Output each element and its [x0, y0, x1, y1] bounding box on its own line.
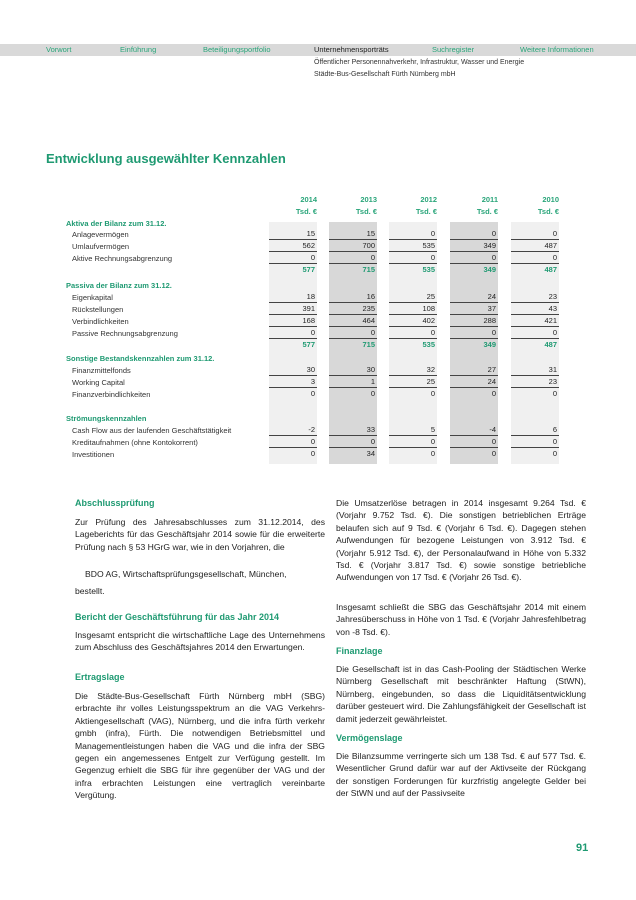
section-label-sonstige: Sonstige Bestandskennzahlen zum 31.12.: [66, 354, 215, 363]
table-cell: 0: [389, 228, 437, 240]
table-total-cell: 577: [302, 265, 315, 274]
table-cell: 0: [389, 327, 437, 339]
row-label: Kreditaufnahmen (ohne Kontokorrent): [72, 438, 198, 447]
paragraph-ertragslage: Die Städte-Bus-Gesellschaft Fürth Nürnberg mbH (SBG) erbrachte ihr volles Leistungsspektrum an die VAG Verkehrs-Aktiengesellschaft (VAG), Nürnberg, und die infra fürth verkehr gmbh (infra), Fürth. Die notwendigen Betriebsmittel und Managementleistungen haben die VAG und die infra der SBG gegen ein angemessenes Entgelt zur Verfügung gestellt. Im Gegenzug erhielt die SBG für ihre gegenüber der VAG und der infra erbrachten Leistungen eine vertraglich vereinbarte Vergütung.: [75, 691, 325, 801]
top-navigation-bar: [0, 44, 636, 56]
table-cell: 0: [450, 327, 498, 339]
table-cell: 288: [450, 315, 498, 327]
row-label: Aktive Rechnungsabgrenzung: [72, 254, 173, 263]
table-cell: 349: [450, 240, 498, 252]
table-cell: 487: [511, 240, 559, 252]
row-label: Anlagevermögen: [72, 230, 129, 239]
heading-vermoegenslage: Vermögenslage: [336, 733, 403, 743]
nav-item-vorwort[interactable]: Vorwort: [46, 45, 72, 54]
table-cell: 0: [269, 252, 317, 264]
table-cell: 421: [511, 315, 559, 327]
row-label: Finanzmittelfonds: [72, 366, 131, 375]
table-cell: 6: [511, 424, 559, 436]
table-total-cell: 715: [362, 340, 375, 349]
year-header: 2012: [420, 195, 437, 204]
page-number: 91: [576, 842, 589, 854]
paragraph-bestellt: bestellt.: [75, 586, 105, 596]
table-cell: 562: [269, 240, 317, 252]
table-cell: 18: [269, 291, 317, 303]
nav-item-weitere-informationen[interactable]: Weitere Informationen: [520, 45, 594, 54]
row-label: Eigenkapital: [72, 293, 113, 302]
row-label: Umlaufvermögen: [72, 242, 130, 251]
table-cell: 43: [511, 303, 559, 315]
paragraph-umsatz: Die Umsatzerlöse betragen in 2014 insgesamt 9.264 Tsd. € (Vorjahr 9.752 Tsd. €). Die sonstigen betrieblichen Erträge belaufen sich auf 9 Tsd. € (Vorjahr 6 Tsd. €). Dagegen stehen Aufwendungen für bezogene Leistungen von 3.912 Tsd. € (Vorjahr 5.912 Tsd. €), der Personalaufwand in Höhe von 5.332 Tsd. € (Vorjahr 3.817 Tsd. €) sowie sonstige betriebliche Aufwendungen von 17 Tsd. € (Vorjahr 26 Tsd. €).: [336, 498, 586, 583]
table-cell: 402: [389, 315, 437, 327]
heading-finanzlage: Finanzlage: [336, 646, 383, 656]
table-cell: 33: [329, 424, 377, 436]
table-cell: 0: [511, 327, 559, 339]
table-cell: 0: [430, 449, 435, 458]
unit-header: Tsd. €: [537, 207, 559, 216]
table-cell: 23: [511, 376, 559, 388]
table-cell: 535: [389, 240, 437, 252]
table-cell: 5: [389, 424, 437, 436]
year-header: 2011: [481, 195, 498, 204]
nav-item-einfuehrung[interactable]: Einführung: [120, 45, 157, 54]
table-total-cell: 349: [483, 340, 496, 349]
table-cell: 0: [310, 449, 315, 458]
table-cell: 16: [329, 291, 377, 303]
row-label: Passive Rechnungsabgrenzung: [72, 329, 178, 338]
table-cell: 24: [450, 291, 498, 303]
table-cell: 0: [269, 436, 317, 448]
table-total-cell: 349: [483, 265, 496, 274]
table-total-cell: 487: [544, 340, 557, 349]
row-label: Verbindlichkeiten: [72, 317, 129, 326]
nav-item-suchregister[interactable]: Suchregister: [432, 45, 475, 54]
table-cell: 0: [450, 228, 498, 240]
paragraph-bdo: BDO AG, Wirtschaftsprüfungsgesellschaft, München,: [85, 569, 287, 579]
table-cell: 0: [329, 327, 377, 339]
paragraph-ergebnis: Insgesamt schließt die SBG das Geschäftsjahr 2014 mit einem Jahresüberschuss in Höhe von 1 Tsd. € (Vorjahr Jahresfehlbetrag von -8 Tsd. €).: [336, 602, 586, 637]
heading-abschlusspruefung: Abschlussprüfung: [75, 498, 155, 508]
table-cell: 3: [269, 376, 317, 388]
table-cell: 31: [511, 364, 559, 376]
table-cell: 108: [389, 303, 437, 315]
table-total-cell: 487: [544, 265, 557, 274]
unit-header: Tsd. €: [355, 207, 377, 216]
table-cell: 0: [450, 436, 498, 448]
section-label-aktiva: Aktiva der Bilanz zum 31.12.: [66, 219, 167, 228]
table-cell: -2: [269, 424, 317, 436]
table-total-cell: 577: [302, 340, 315, 349]
table-cell: 0: [310, 389, 315, 398]
table-cell: 32: [389, 364, 437, 376]
table-cell: 30: [269, 364, 317, 376]
paragraph-finanzlage: Die Gesellschaft ist in das Cash-Pooling der Städtischen Werke Nürnberg Gesellschaft mit beschränkter Haftung (StWN), Nürnberg, eingebunden, so dass die Liquiditätsentwicklung darüber gesteuert wird. Die Zahlungsfähigkeit der Gesellschaft ist damit jederzeit gewährleistet.: [336, 664, 586, 724]
table-cell: 168: [269, 315, 317, 327]
table-cell: 0: [370, 389, 375, 398]
table-cell: 700: [329, 240, 377, 252]
year-header: 2013: [360, 195, 377, 204]
row-label: Cash Flow aus der laufenden Geschäftstätigkeit: [72, 426, 232, 435]
unit-header: Tsd. €: [476, 207, 498, 216]
table-cell: 30: [329, 364, 377, 376]
table-cell: 391: [269, 303, 317, 315]
table-cell: 27: [450, 364, 498, 376]
table-cell: 0: [511, 436, 559, 448]
section-label-passiva: Passiva der Bilanz zum 31.12.: [66, 281, 172, 290]
heading-bericht: Bericht der Geschäftsführung für das Jahr 2014: [75, 612, 280, 622]
table-cell: 15: [329, 228, 377, 240]
unit-header: Tsd. €: [295, 207, 317, 216]
table-cell: 34: [366, 449, 375, 458]
table-cell: 25: [389, 376, 437, 388]
table-cell: -4: [450, 424, 498, 436]
row-label: Rückstellungen: [72, 305, 124, 314]
table-cell: 0: [552, 389, 557, 398]
table-total-cell: 535: [422, 265, 435, 274]
breadcrumb-company: Städte-Bus-Gesellschaft Fürth Nürnberg mbH: [314, 71, 456, 78]
table-cell: 24: [450, 376, 498, 388]
table-cell: 0: [389, 252, 437, 264]
paragraph-vermoegenslage: Die Bilanzsumme verringerte sich um 138 Tsd. € auf 577 Tsd. €. Wesentlicher Grund dafür war auf der Aktivseite der Rückgang der sonstigen Forderungen für kurzfristig angelegte Gelder bei der StWN und auf der Passivseite: [336, 751, 586, 799]
table-cell: 0: [491, 389, 496, 398]
row-label: Finanzverbindlichkeiten: [72, 390, 151, 399]
table-cell: 0: [511, 252, 559, 264]
table-cell: 0: [329, 436, 377, 448]
table-cell: 0: [552, 449, 557, 458]
table-cell: 0: [389, 436, 437, 448]
table-cell: 1: [329, 376, 377, 388]
row-label: Investitionen: [72, 450, 115, 459]
table-cell: 0: [329, 252, 377, 264]
table-cell: 235: [329, 303, 377, 315]
table-total-cell: 535: [422, 340, 435, 349]
nav-item-unternehmensportraets[interactable]: Unternehmensporträts: [314, 45, 389, 54]
heading-ertragslage: Ertragslage: [75, 672, 125, 682]
paragraph-abschlusspruefung: Zur Prüfung des Jahresabschlusses zum 31.12.2014, des Lageberichts für das Geschäftsjahr 2014 sowie für die erweiterte Prüfung nach § 53 HGrG war, wie in den Vorjahren, die: [75, 517, 325, 552]
unit-header: Tsd. €: [415, 207, 437, 216]
table-cell: 25: [389, 291, 437, 303]
table-cell: 0: [430, 389, 435, 398]
breadcrumb-category: Öffentlicher Personennahverkehr, Infrastruktur, Wasser und Energie: [314, 59, 525, 66]
row-label: Working Capital: [72, 378, 125, 387]
year-header: 2010: [542, 195, 559, 204]
table-cell: 0: [450, 252, 498, 264]
table-cell: 464: [329, 315, 377, 327]
nav-item-beteiligungsportfolio[interactable]: Beteiligungsportfolio: [203, 45, 271, 54]
table-cell: 23: [511, 291, 559, 303]
table-cell: 0: [511, 228, 559, 240]
table-cell: 15: [269, 228, 317, 240]
table-cell: 0: [269, 327, 317, 339]
year-header: 2014: [300, 195, 317, 204]
table-cell: 0: [491, 449, 496, 458]
page-title: Entwicklung ausgewählter Kennzahlen: [46, 151, 286, 166]
table-cell: 37: [450, 303, 498, 315]
section-label-stroemung: Strömungskennzahlen: [66, 414, 147, 423]
table-total-cell: 715: [362, 265, 375, 274]
paragraph-bericht: Insgesamt entspricht die wirtschaftliche Lage des Unternehmens zum Abschluss des Geschäftsjahres 2014 den Erwartungen.: [75, 630, 325, 653]
